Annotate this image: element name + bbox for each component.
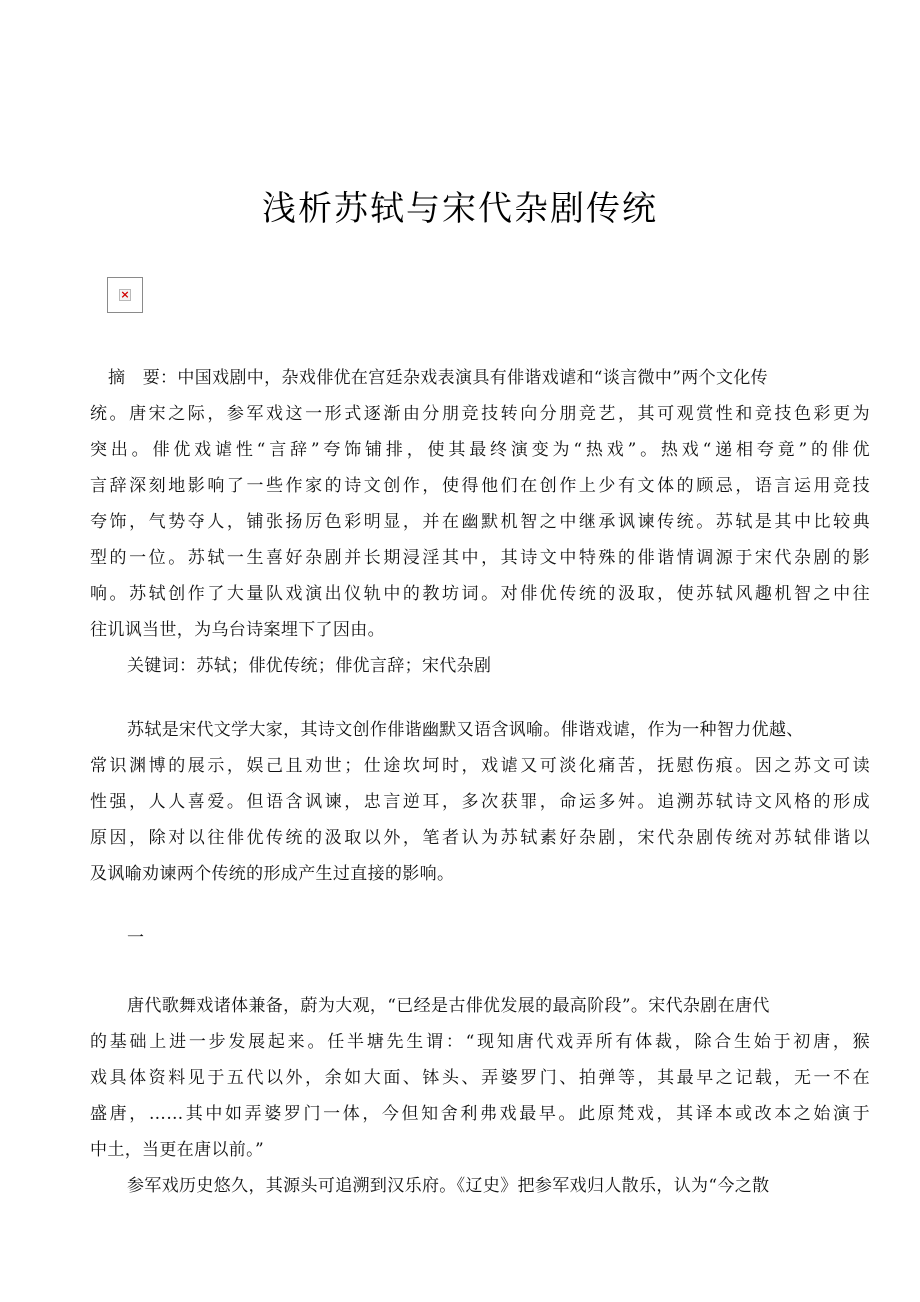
abstract-line: 型的一位。苏轼一生喜好杂剧并长期浸淫其中，其诗文中特殊的俳谐情调源于宋代杂剧的影 (90, 548, 870, 568)
section-line: 中土，当更在唐以前。” (90, 1140, 265, 1160)
abstract-line: 响。苏轼创作了大量队戏演出仪轨中的教坊词。对俳优传统的汲取，使苏轼风趣机智之中往 (90, 584, 870, 604)
abstract-line: 统。唐宋之际，参军戏这一形式逐渐由分朋竞技转向分朋竞艺，其可观赏性和竞技色彩更为 (90, 404, 870, 424)
section-line: 唐代歌舞戏诸体兼备，蔚为大观，“已经是古俳优发展的最高阶段”。宋代杂剧在唐代 (127, 996, 770, 1016)
broken-image-icon (107, 277, 143, 313)
section-line: 的基础上进一步发展起来。任半塘先生谓：“现知唐代戏弄所有体裁，除合生始于初唐，猴 (90, 1032, 870, 1052)
document-title: 浅析苏轼与宋代杂剧传统 (262, 189, 658, 229)
intro-line: 原因，除对以往俳优传统的汲取以外，笔者认为苏轼素好杂剧，宋代杂剧传统对苏轼俳谐以 (90, 828, 870, 848)
abstract-line: 往讥讽当世，为乌台诗案埋下了因由。 (90, 620, 385, 640)
section-line: 参军戏历史悠久，其源头可追溯到汉乐府。《辽史》把参军戏归人散乐，认为“今之散 (127, 1176, 770, 1196)
abstract-line: 言辞深刻地影响了一些作家的诗文创作，使得他们在创作上少有文体的顾忌，语言运用竞技 (90, 476, 870, 496)
intro-line: 苏轼是宋代文学大家，其诗文创作俳谐幽默又语含讽喻。俳谐戏谑，作为一种智力优越、 (127, 720, 804, 740)
intro-line: 常识渊博的展示，娱己且劝世；仕途坎坷时，戏谑又可淡化痛苦，抚慰伤痕。因之苏文可读 (90, 756, 870, 776)
keywords-line: 关键词：苏轼；俳优传统；俳优言辞；宋代杂剧 (127, 656, 492, 676)
section-line: 戏具体资料见于五代以外，余如大面、钵头、弄婆罗门、拍弹等，其最早之记载，无一不在 (90, 1068, 870, 1088)
section-number: 一 (127, 928, 145, 948)
intro-line: 性强，人人喜爱。但语含讽谏，忠言逆耳，多次获罪，命运多舛。追溯苏轼诗文风格的形成 (90, 792, 870, 812)
abstract-line: 夸饰，气势夺人，铺张扬厉色彩明显，并在幽默机智之中继承讽谏传统。苏轼是其中比较典 (90, 512, 870, 532)
abstract-line: 突出。俳优戏谑性“言辞”夸饰铺排，使其最终演变为“热戏”。热戏“递相夸竟”的俳优 (90, 440, 870, 460)
section-line: 盛唐，……其中如弄婆罗门一体，今但知舍利弗戏最早。此原梵戏，其译本或改本之始演于 (90, 1104, 870, 1124)
abstract-line: 摘 要：中国戏剧中，杂戏俳优在宫廷杂戏表演具有俳谐戏谑和“谈言微中”两个文化传 (108, 368, 769, 388)
intro-line: 及讽喻劝谏两个传统的形成产生过直接的影响。 (90, 864, 455, 884)
broken-image-inner: × (120, 288, 130, 301)
